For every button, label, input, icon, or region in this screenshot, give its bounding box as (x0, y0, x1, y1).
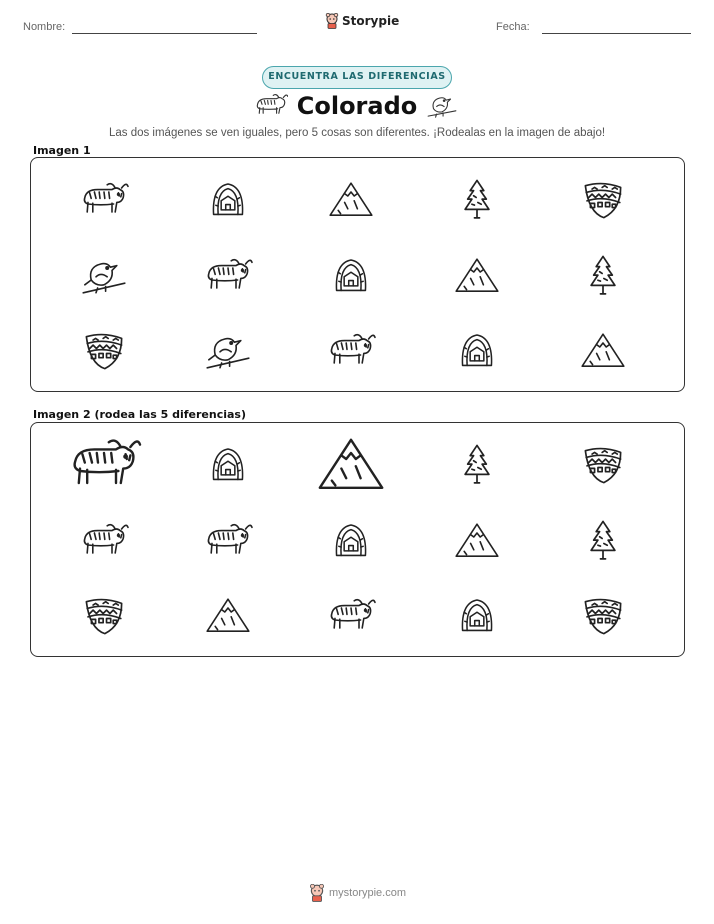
cave-house-icon[interactable] (183, 429, 273, 501)
pottery-icon (558, 164, 648, 236)
pottery-icon[interactable] (558, 580, 648, 652)
cave-house-icon (432, 315, 522, 387)
title-bird-icon (426, 92, 458, 125)
pine-tree-icon[interactable] (558, 505, 648, 577)
name-line[interactable] (72, 33, 257, 34)
yak-icon[interactable] (306, 580, 396, 652)
image2-panel[interactable] (30, 422, 685, 657)
bird-icon (183, 315, 273, 387)
yak-icon[interactable] (183, 505, 273, 577)
pottery-icon[interactable] (59, 580, 149, 652)
page-title: Colorado (296, 92, 418, 120)
name-label: Nombre: (23, 21, 66, 33)
cave-house-icon (306, 240, 396, 312)
image1-label: Imagen 1 (33, 144, 91, 157)
mountain-icon[interactable] (432, 505, 522, 577)
pine-tree-icon (558, 240, 648, 312)
yak-icon-large[interactable] (59, 429, 149, 501)
yak-icon[interactable] (59, 505, 149, 577)
yak-icon (59, 164, 149, 236)
footer-site: mystorypie.com (329, 887, 407, 899)
cave-house-icon (183, 164, 273, 236)
mountain-icon (558, 315, 648, 387)
pottery-icon[interactable] (558, 429, 648, 501)
date-line[interactable] (542, 33, 691, 34)
mountain-icon-large[interactable] (306, 429, 396, 501)
pottery-icon (59, 315, 149, 387)
pine-tree-icon (432, 164, 522, 236)
pine-tree-icon[interactable] (432, 429, 522, 501)
date-label: Fecha: (496, 21, 530, 33)
yak-icon (306, 315, 396, 387)
mountain-icon (432, 240, 522, 312)
bird-icon (59, 240, 149, 312)
image2-label: Imagen 2 (rodea las 5 diferencias) (33, 408, 247, 421)
mountain-icon[interactable] (183, 580, 273, 652)
cave-house-icon[interactable] (432, 580, 522, 652)
cave-house-icon[interactable] (306, 505, 396, 577)
yak-icon (183, 240, 273, 312)
image1-panel (30, 157, 685, 392)
storypie-mascot-icon (309, 884, 325, 902)
storypie-mascot-icon (325, 13, 339, 29)
mountain-icon (306, 164, 396, 236)
activity-badge: ENCUENTRA LAS DIFERENCIAS (262, 66, 452, 89)
brand-name: Storypie (342, 14, 400, 28)
footer (309, 884, 406, 902)
instructions-text: Las dos imágenes se ven iguales, pero 5 cosas son diferentes. ¡Rodealas en la imagen de abajo! (108, 127, 606, 139)
brand-logo (325, 13, 399, 29)
